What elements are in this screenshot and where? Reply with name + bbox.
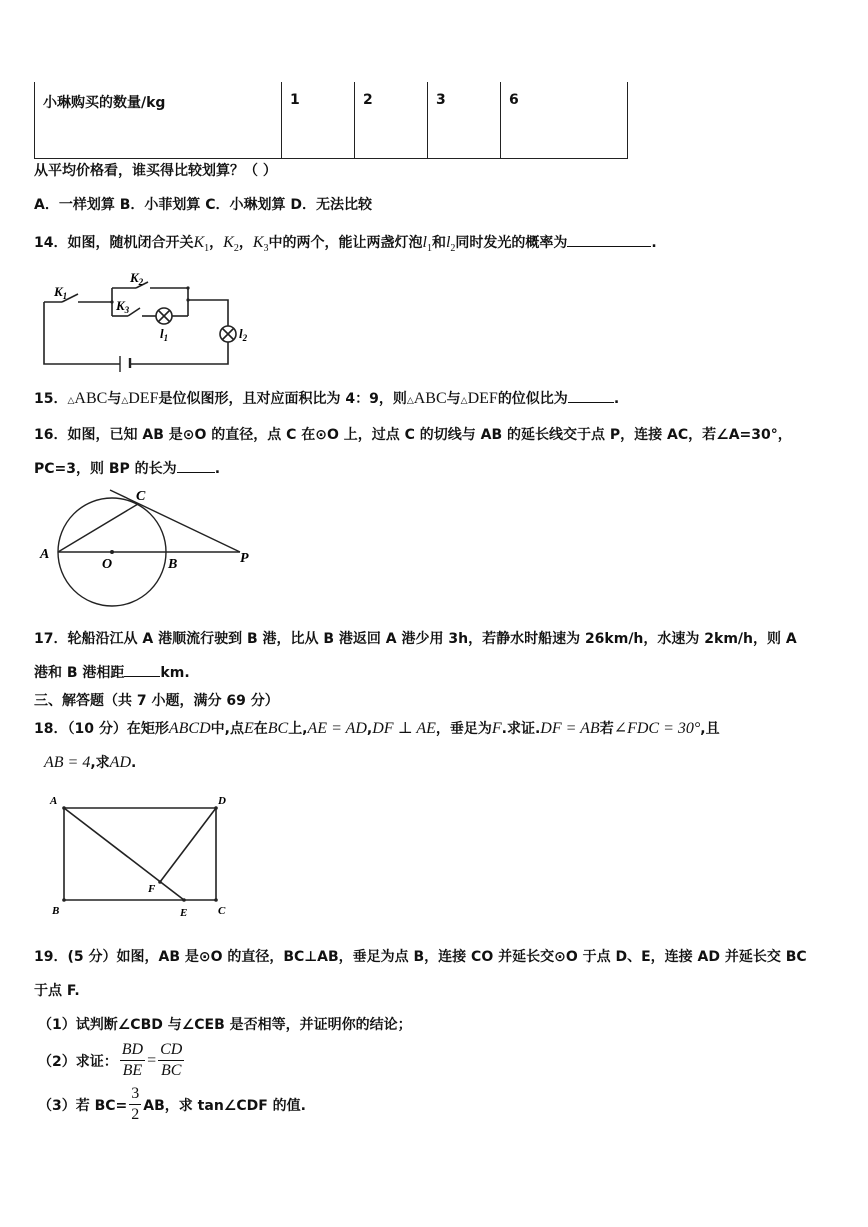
q19-part3: （3）若 BC= $\frac{3}{2}$ AB，求 tan∠CDF 的值. [38, 1085, 306, 1123]
q17-line2: 港和 B 港相距 km. [34, 662, 190, 682]
point-d: D [218, 795, 226, 807]
q17-line1: 17．轮船沿江从 A 港顺流行驶到 B 港，比从 B 港返回 A 港少用 3h，若静水时船速为 26km/h，水速为 2km/h，则 A [34, 631, 797, 647]
label-l1: $l_1$ [160, 326, 169, 343]
q16-line2: PC=3，则 BP 的长为 . [34, 458, 220, 478]
table-cell: 3 [428, 82, 501, 159]
point-b: B [168, 557, 178, 572]
table-row [35, 82, 628, 159]
triangle-icon: △ [460, 396, 468, 406]
table-cell: 6 [501, 82, 628, 159]
q15-question: 15．△ABC与△DEF是位似图形，且对应面积比为 4：9，则△ABC与△DEF的位似比为 . [34, 390, 620, 407]
point-o: O [102, 557, 113, 572]
rectangle-diagram [48, 792, 238, 920]
label-k2: $K_2$ [130, 270, 144, 287]
answer-blank [568, 388, 614, 403]
q19-part2: （2）求证： $\frac{BD}{BE}$ = $\frac{CD}{BC}$ [38, 1041, 183, 1079]
point-b: B [52, 905, 60, 917]
table-cell: 1 [282, 82, 355, 159]
point-a: A [40, 547, 50, 562]
answer-blank [177, 458, 215, 473]
point-a: A [50, 795, 58, 807]
q19-line1: 19．(5 分）如图，AB 是⊙O 的直径，BC⊥AB，垂足为点 B，连接 CO 并延长交⊙O 于点 D、E，连接 AD 并延长交 BC [34, 949, 807, 965]
triangle-icon: △ [121, 396, 129, 406]
q19-part1: （1）试判断∠CBD 与∠CEB 是否相等，并证明你的结论； [38, 1017, 412, 1033]
q19-line2: 于点 F. [34, 983, 80, 999]
q14-question: 14．如图，随机闭合开关$K_1$，$K_2$，$K_3$中的两个，能让两盏灯泡$l_1$和$l_2$同时发光的概率为 . [34, 234, 657, 254]
triangle-icon: △ [406, 396, 414, 406]
table-row-label: 小琳购买的数量/kg [35, 82, 282, 159]
label-k3: $K_3$ [116, 298, 130, 315]
point-f: F [148, 883, 156, 895]
answer-blank [124, 662, 160, 677]
circuit-diagram [40, 272, 260, 372]
point-p: P [240, 551, 249, 566]
q18-line2: AB = 4,求AD. [44, 754, 137, 771]
section-heading: 三、解答题（共 7 小题，满分 69 分） [34, 693, 279, 709]
q13-prompt: 从平均价格看，谁买得比较划算？（ ） [34, 163, 277, 179]
point-c: C [136, 489, 146, 504]
answer-blank [567, 232, 651, 247]
q13-options: A．一样划算 B．小菲划算 C．小琳划算 D．无法比较 [34, 197, 373, 213]
point-e: E [180, 907, 188, 919]
fraction: $\frac{3}{2}$ [131, 1085, 140, 1123]
fraction: $\frac{CD}{BC}$ [160, 1041, 183, 1079]
purchase-table [34, 82, 628, 159]
q18-line1: 18．（10 分）在矩形ABCD中,点E在BC上,AE = AD,DF ⊥ AE，垂足为F.求证.DF = AB若∠FDC = 30°,且 [34, 720, 720, 737]
q16-line1: 16．如图，已知 AB 是⊙O 的直径，点 C 在⊙O 上，过点 C 的切线与 AB 的延长线交于点 P，连接 AC，若∠A=30°， [34, 427, 792, 443]
circle-tangent-diagram [38, 484, 260, 610]
triangle-icon: △ [67, 396, 75, 406]
point-c: C [218, 905, 226, 917]
fraction: $\frac{BD}{BE}$ [121, 1041, 144, 1079]
table-cell: 2 [355, 82, 428, 159]
label-l2: $l_2$ [239, 326, 248, 343]
label-k1: $K_1$ [54, 284, 68, 301]
